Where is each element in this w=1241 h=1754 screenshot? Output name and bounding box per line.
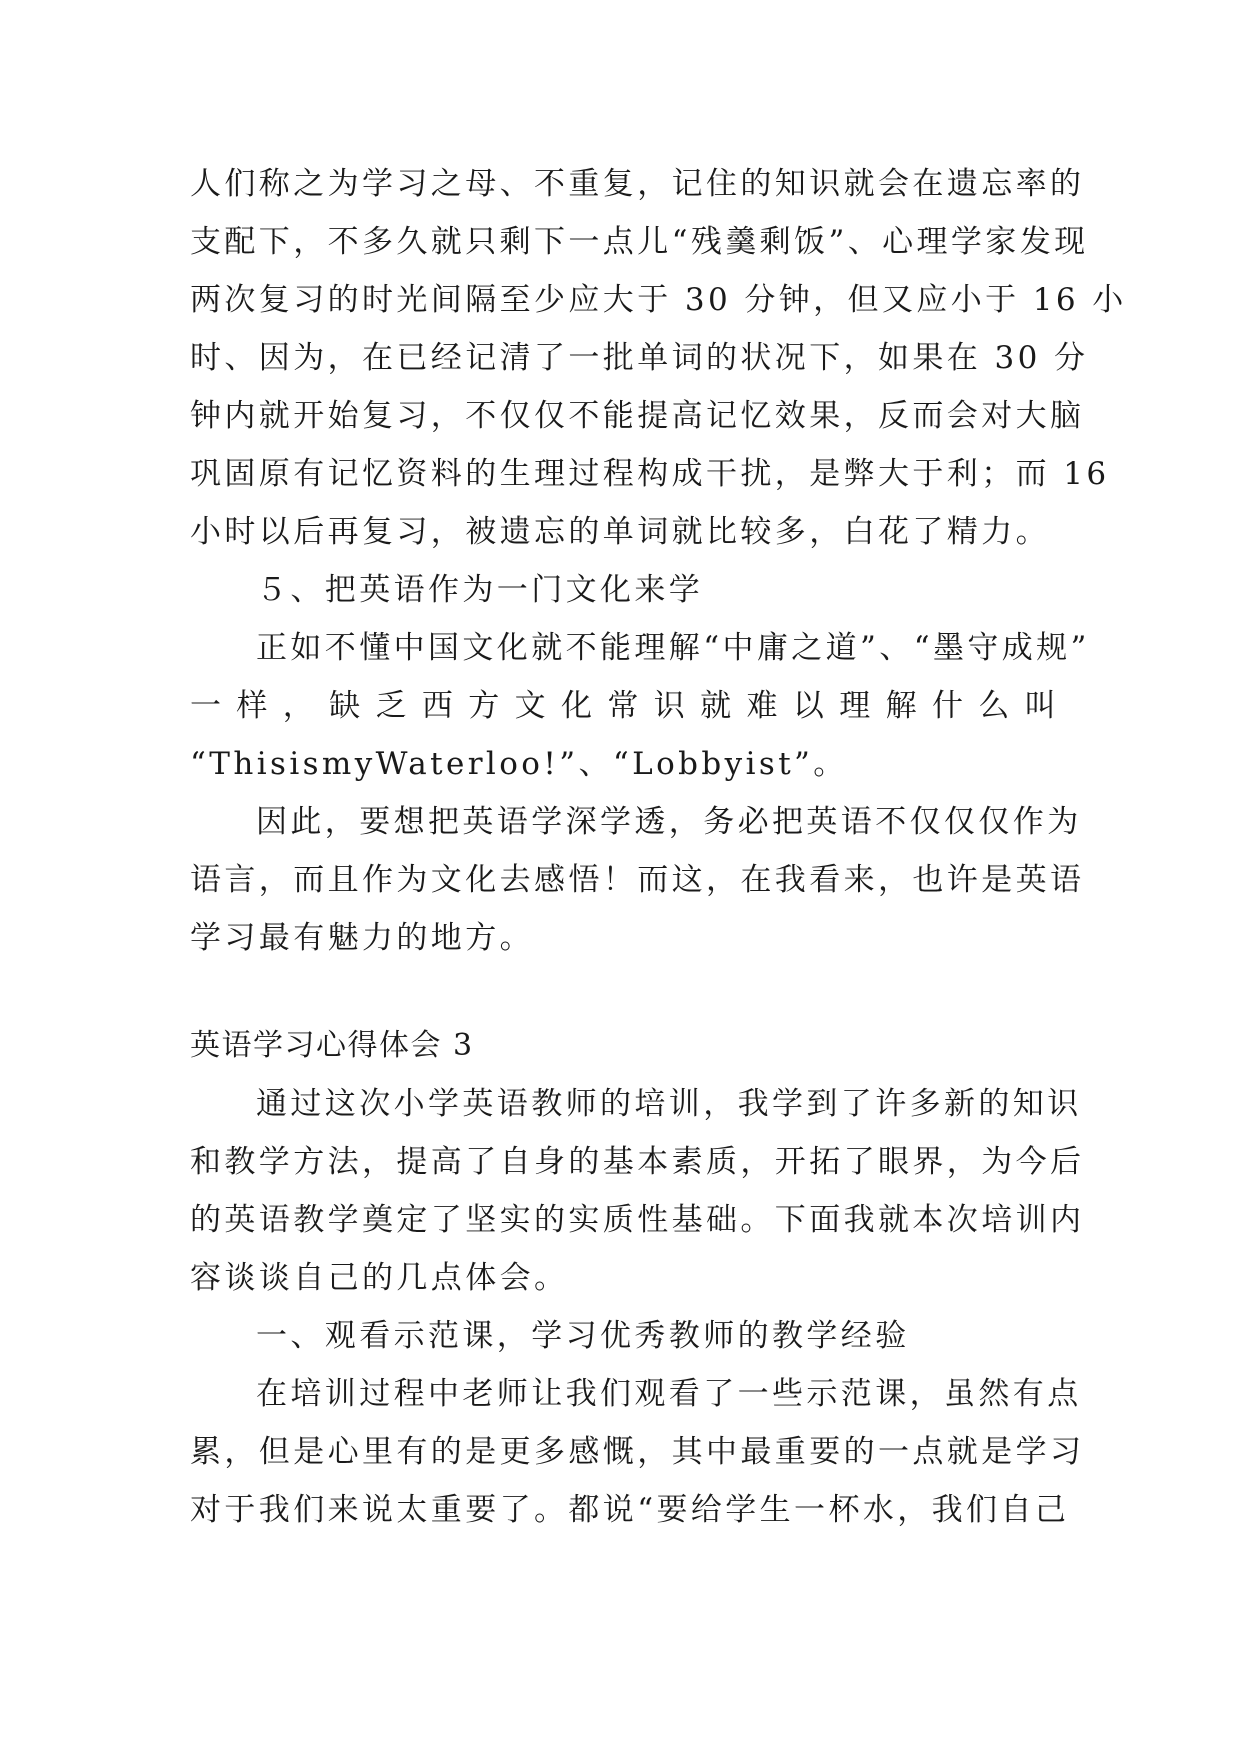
text-line: 容谈谈自己的几点体会。 [190,1260,569,1296]
text-line: “ThisismyWaterloo!”、“Lobbyist”。 [190,746,848,782]
text-line: 因此，要想把英语学深学透，务必把英语不仅仅仅作为 [256,804,1082,840]
text-line: 在培训过程中老师让我们观看了一些示范课，虽然有点 [256,1376,1082,1412]
char: 以 [792,688,824,724]
char: 常 [607,688,639,724]
char: 识 [653,688,685,724]
char: 化 [561,688,592,724]
text-line: 钟内就开始复习，不仅仅不能提高记忆效果，反而会对大脑 [190,398,1085,434]
text-line: 人们称之为学习之母、不重复，记住的知识就会在遗忘率的 [190,166,1085,202]
point-5-title: ５、把英语作为一门文化来学 [256,572,704,608]
char: 解 [885,688,917,724]
char: 么 [978,688,1010,724]
char: ， [282,688,314,724]
section-spacer [190,967,1056,1017]
section-title: 英语学习心得体会 3 [190,1028,474,1063]
paragraph-training-intro [190,1075,1085,1307]
char: 什 [932,688,963,724]
document-body [190,155,1127,1539]
char: 就 [700,688,732,724]
text-line: 支配下，不多久就只剩下一点儿“残羹剩饭”、心理学家发现 [190,224,1089,260]
text-line: 累，但是心里有的是更多感慨，其中最重要的一点就是学习 [190,1434,1085,1470]
paragraph-demo-lessons [190,1365,1085,1539]
char: 一 [190,688,221,724]
point-1-title: 一、观看示范课，学习优秀教师的教学经验 [256,1318,910,1354]
char: 缺 [329,688,361,724]
char: 方 [468,688,500,724]
text-line: 正如不懂中国文化就不能理解“中庸之道”、“墨守成规” [256,630,1090,666]
text-line: 通过这次小学英语教师的培训，我学到了许多新的知识 [256,1086,1082,1122]
char: 叫 [1024,688,1056,724]
char: 难 [746,688,778,724]
char: 样 [236,688,268,724]
text-line: 小时以后再复习，被遗忘的单词就比较多，白花了精力。 [190,514,1050,550]
text-line: 学习最有魅力的地方。 [190,920,534,956]
text-line: 语言，而且作为文化去感悟！而这，在我看来，也许是英语 [190,862,1085,898]
char: 文 [514,688,546,724]
paragraph-culture [190,619,1090,793]
char: 西 [421,688,453,724]
text-line: 对于我们来说太重要了。都说“要给学生一杯水，我们自己 [190,1492,1070,1528]
char: 理 [839,688,871,724]
text-line: 和教学方法，提高了自身的基本素质，开拓了眼界，为今后 [190,1144,1085,1180]
text-line: 巩固原有记忆资料的生理过程构成干扰，是弊大于利；而 16 [190,456,1110,492]
text-line: 的英语教学奠定了坚实的实质性基础。下面我就本次培训内 [190,1202,1085,1238]
char: 乏 [375,688,407,724]
text-line-spread [190,677,1056,735]
text-line: 时、因为，在已经记清了一批单词的状况下，如果在 30 分 [190,340,1089,376]
text-line: 两次复习的时光间隔至少应大于 30 分钟，但又应小于 16 小 [190,282,1127,318]
paragraph-review-timing [190,155,1127,561]
paragraph-conclusion [190,793,1085,967]
